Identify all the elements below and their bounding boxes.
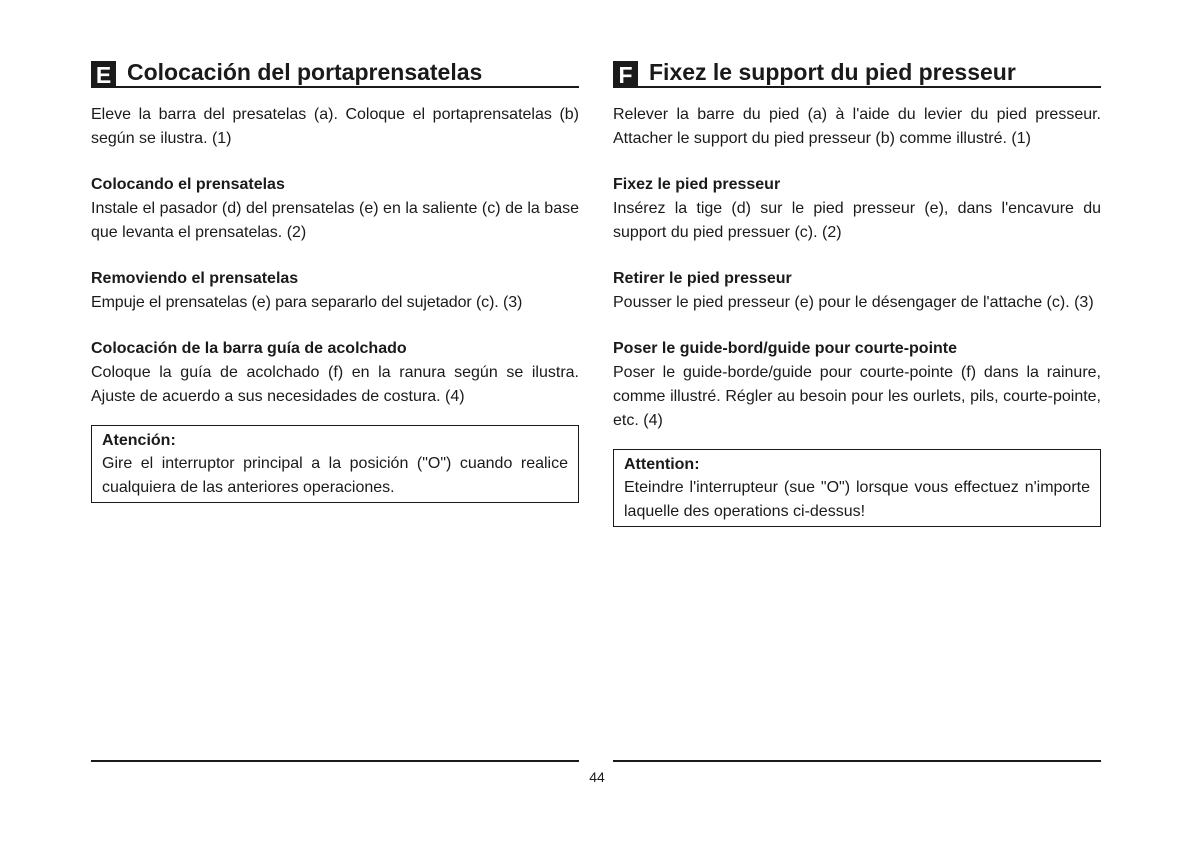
intro-paragraph: Relever la barre du pied (a) à l'aide du levier du pied presseur. Attacher le support du pied presseur (b) comme illustré. (1)	[613, 106, 1101, 147]
paragraph: Poser le guide-borde/guide pour courte-pointe (f) dans la rainure, comme illustré. Régler au besoin pour les ourlets, pils, courte-pointe, etc. (4)	[613, 364, 1101, 429]
subheading: Colocación de la barra guía de acolchado	[91, 340, 407, 357]
subheading: Colocando el prensatelas	[91, 176, 285, 193]
spanish-column	[91, 56, 579, 503]
page-number: 44	[589, 769, 605, 785]
warning-box	[613, 449, 1101, 527]
section-badge: F	[613, 61, 638, 88]
section-title: Fixez le support du pied presseur	[649, 59, 1016, 85]
warning-text: Eteindre l'interrupteur (sue "O") lorsque vous effectuez n'importe laquelle des operations ci-dessus!	[624, 479, 1090, 520]
footer-rule-left	[91, 760, 579, 762]
paragraph: Empuje el prensatelas (e) para separarlo del sujetador (c). (3)	[91, 294, 523, 311]
section-heading	[91, 56, 579, 88]
paragraph: Coloque la guía de acolchado (f) en la ranura según se ilustra. Ajuste de acuerdo a sus necesidades de costura. (4)	[91, 364, 579, 405]
french-column	[613, 56, 1101, 527]
section-badge: E	[91, 61, 116, 88]
paragraph: Insérez la tige (d) sur le pied presseur (e), dans l'encavure du support du pied pressuer (c). (2)	[613, 200, 1101, 241]
warning-box	[91, 425, 579, 503]
warning-title: Attention:	[624, 456, 700, 473]
subheading: Retirer le pied presseur	[613, 270, 792, 287]
section-title: Colocación del portaprensatelas	[127, 59, 483, 85]
paragraph: Pousser le pied presseur (e) pour le désengager de l'attache (c). (3)	[613, 294, 1094, 311]
section-heading	[613, 56, 1101, 88]
subheading: Fixez le pied presseur	[613, 176, 781, 193]
warning-title: Atención:	[102, 432, 176, 449]
warning-text: Gire el interruptor principal a la posición ("O") cuando realice cualquiera de las anteriores operaciones.	[102, 455, 568, 496]
paragraph: Instale el pasador (d) del prensatelas (e) en la saliente (c) de la base que levanta el prensatelas. (2)	[91, 200, 579, 241]
subheading: Poser le guide-bord/guide pour courte-pointe	[613, 340, 958, 357]
subheading: Removiendo el prensatelas	[91, 270, 299, 287]
intro-paragraph: Eleve la barra del presatelas (a). Coloque el portaprensatelas (b) según se ilustra. (1)	[91, 106, 579, 147]
footer-rule-right	[613, 760, 1101, 762]
